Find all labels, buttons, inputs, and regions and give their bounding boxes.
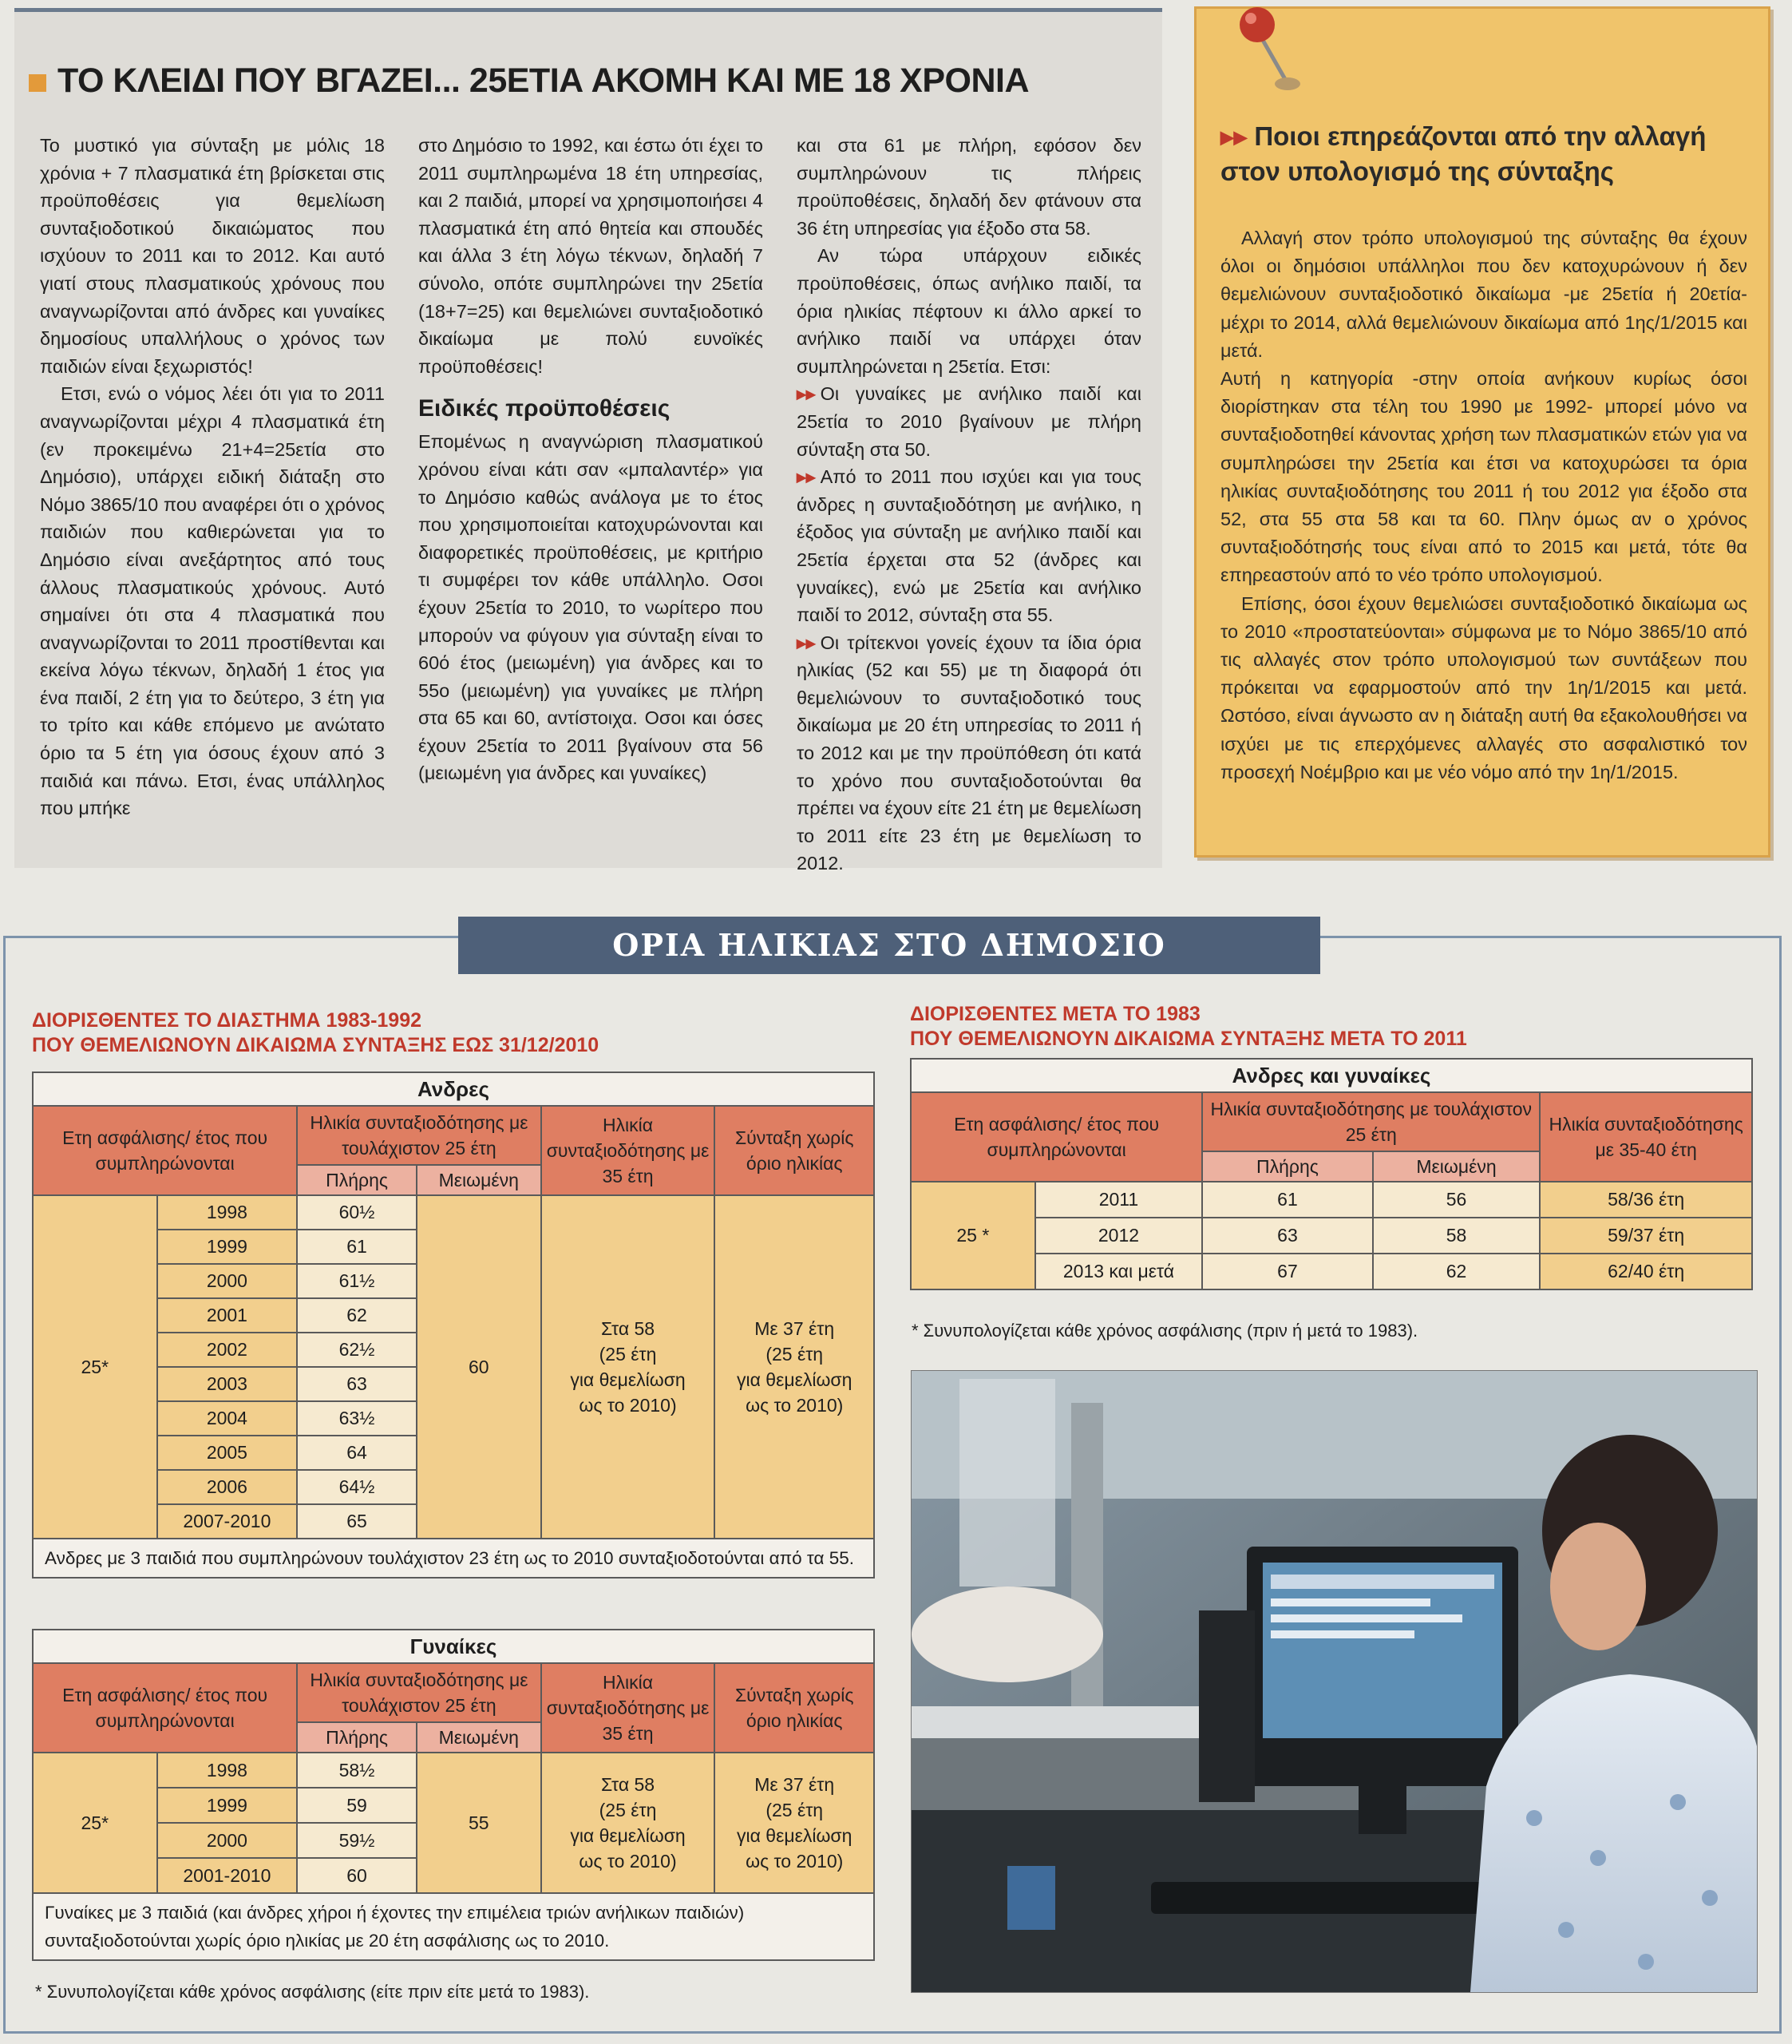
header-age25: Ηλικία συνταξιοδότησης με τουλάχιστον 25 έτη	[297, 1663, 540, 1722]
noage-cell	[714, 1753, 874, 1893]
paragraph: Το μυστικό για σύνταξη με μόλις 18 χρόνια + 7 πλασματικά έτη βρίσκεται στις προϋποθέσεις για θεμελίωση συνταξιοδοτικού δικαιώματος που ισχύουν το 2011 και το 2012. Και αυτό γιατί στους πλασματικούς χρόνους που αναγνωρίζονται από άνδρες και γυναίκες δημοσίους υπαλλήλους ο χρόνος των παιδιών είναι ξεχωριστός!	[40, 135, 385, 377]
cell-line: (25 έτη	[599, 1800, 657, 1820]
paragraph: Αλλαγή στον τρόπο υπολογισμού της σύνταξης θα έχουν όλοι οι δημόσιοι υπάλληλοι που δεν κατοχυρώνουν ή δεν θεμελιώνουν συνταξιοδοτικό δικαίωμα -με 25ετία ή 20ετία- μέχρι το 2014, αλλά θεμελιώνουν δικαίωμα από 1ης/1/2015 και μετά.	[1220, 228, 1747, 361]
sidebar-body	[1220, 224, 1747, 786]
cell-line: (25 έτη	[599, 1344, 657, 1365]
section-banner: ΟΡΙΑ ΗΛΙΚΙΑΣ ΣΤΟ ΔΗΜΟΣΙΟ	[458, 917, 1320, 974]
year-cell: 1999	[157, 1788, 298, 1823]
header-full: Πλήρης	[297, 1165, 417, 1195]
header-years: Ετη ασφάλισης/ έτος που συμπληρώνονται	[33, 1663, 297, 1753]
cell-line: Με 37 έτη	[754, 1774, 835, 1795]
reduced-age-cell: 62	[1373, 1254, 1541, 1289]
right-section-title	[910, 1002, 1467, 1052]
article-column-2	[418, 132, 763, 787]
cell-line: ως το 2010)	[579, 1395, 677, 1416]
year-cell: 2012	[1035, 1218, 1203, 1254]
title-line: ΠΟΥ ΘΕΜΕΛΙΩΝΟΥΝ ΔΙΚΑΙΩΜΑ ΣΥΝΤΑΞΗΣ ΜΕΤΑ ΤΟ 2011	[910, 1028, 1467, 1050]
cell-line: Στα 58	[600, 1318, 655, 1339]
header-age35: Ηλικία συνταξιοδότησης με 35 έτη	[541, 1106, 715, 1195]
bullet-text: Οι γυναίκες με ανήλικο παιδί και 25ετία το 2010 βγαίνουν με πλήρη σύνταξη στα 50.	[797, 383, 1141, 460]
main-article	[14, 8, 1162, 874]
cell-line: για θεμελίωση	[737, 1369, 852, 1390]
sidebar-box	[1194, 6, 1770, 858]
header-full: Πλήρης	[297, 1722, 417, 1753]
cell-line: Με 37 έτη	[754, 1318, 835, 1339]
year-cell: 2002	[157, 1333, 298, 1367]
bullet-text: Οι τρίτεκνοι γονείς έχουν τα ίδια όρια ηλικίας (52 και 55) με τη διαφορά ότι θεμελιώνουν το συνταξιοδοτικό τους δικαίωμα με 20 έτη υπηρεσίας το 2011 ή το 2012 και με την προϋπόθεση ότι κατά το χρόνο που συνταξιοδοτούνται θα πρέπει να έχουν είτε 21 έτη με θεμελίωση το 2011 είτε 23 έτη με θεμελίωση το 2012.	[797, 632, 1141, 874]
office-worker-photo	[911, 1370, 1758, 1993]
title-line: ΔΙΟΡΙΣΘΕΝΤΕΣ ΤΟ ΔΙΑΣΤΗΜΑ 1983-1992	[32, 1009, 422, 1032]
reduced-age-cell: 60	[417, 1195, 541, 1539]
age35-cell	[541, 1753, 715, 1893]
header-reduced: Μειωμένη	[417, 1722, 541, 1753]
article-column-3	[797, 132, 1141, 877]
table-caption: Ανδρες	[33, 1072, 874, 1106]
age3540-cell: 59/37 έτη	[1540, 1218, 1752, 1254]
header-age35: Ηλικία συνταξιοδότησης με 35 έτη	[541, 1663, 715, 1753]
year-cell: 2007-2010	[157, 1504, 298, 1539]
year-cell: 2000	[157, 1823, 298, 1858]
bullet-text: Από το 2011 που ισχύει και για τους άνδρες η συνταξιοδότηση με ανήλικο, η έξοδος για σύνταξη με ανήλικο παιδί και 25ετία έρχεται στα 52 (άνδρες και γυναίκες), ενώ με 25ετία και ανήλικο παιδί το 2012, σύνταξη στα 55.	[797, 466, 1141, 626]
years-label: 25*	[33, 1753, 157, 1893]
header-noage: Σύνταξη χωρίς όριο ηλικίας	[714, 1663, 874, 1753]
header-years: Ετη ασφάλισης/ έτος που συμπληρώνονται	[33, 1106, 297, 1195]
article-headline	[29, 61, 1162, 101]
year-cell: 2013 και μετά	[1035, 1254, 1203, 1289]
bullet-item	[797, 380, 1141, 463]
full-age-cell: 67	[1202, 1254, 1372, 1289]
full-age-cell: 61	[297, 1230, 417, 1264]
header-full: Πλήρης	[1202, 1151, 1372, 1182]
header-reduced: Μειωμένη	[1373, 1151, 1541, 1182]
age3540-cell: 58/36 έτη	[1540, 1182, 1752, 1218]
bullet-item	[797, 463, 1141, 629]
header-age25: Ηλικία συνταξιοδότησης με τουλάχιστον 25 έτη	[1202, 1092, 1540, 1151]
full-age-cell: 61	[1202, 1182, 1372, 1218]
subheading: Ειδικές προϋποθέσεις	[418, 395, 671, 422]
sidebar-title	[1220, 119, 1747, 189]
title-line: ΠΟΥ ΘΕΜΕΛΙΩΝΟΥΝ ΔΙΚΑΙΩΜΑ ΣΥΝΤΑΞΗΣ ΕΩΣ 31/12/2010	[32, 1034, 599, 1056]
double-arrow-icon: ▸▸	[797, 466, 816, 488]
sidebar-title-text: Ποιοι επηρεάζονται από την αλλαγή στον υπολογισμό της σύνταξης	[1220, 121, 1707, 186]
reduced-age-cell: 58	[1373, 1218, 1541, 1254]
left-footnote: * Συνυπολογίζεται κάθε χρόνος ασφάλισης (είτε πριν είτε μετά το 1983).	[35, 1982, 590, 2002]
table-caption: Ανδρες και γυναίκες	[911, 1059, 1752, 1092]
square-bullet-icon	[29, 74, 46, 92]
article-column-1	[40, 132, 385, 822]
cell-line: για θεμελίωση	[737, 1825, 852, 1846]
full-age-cell: 65	[297, 1504, 417, 1539]
men-table	[32, 1072, 875, 1579]
paragraph: Επομένως η αναγνώριση πλασματικού χρόνου είναι κάτι σαν «μπαλαντέρ» για το Δημόσιο καθώς ανάλογα με το έτος που χρησιμοποιείται κατοχυρώνονται και διαφορετικές προϋποθέσεις, με κριτήριο τι συμφέρει τον κάθε υπάλληλο. Οσοι έχουν 25ετία το 2010, το νωρίτερο που μπορούν να φύγουν για σύνταξη είναι το 60ό έτος (μειωμένη) για άνδρες και το 55ο (μειωμένη) για γυναίκες με πλήρη στα 65 και 60, αντίστοιχα. Οσοι και όσες έχουν 25ετία το 2011 βγαίνουν στα 56 (μειωμένη για άνδρες και γυναίκες)	[418, 431, 763, 784]
year-cell: 2000	[157, 1264, 298, 1298]
cell-line: ως το 2010)	[579, 1851, 677, 1872]
year-cell: 2001	[157, 1298, 298, 1333]
cell-line: (25 έτη	[765, 1800, 824, 1820]
title-line: ΔΙΟΡΙΣΘΕΝΤΕΣ ΜΕΤΑ ΤΟ 1983	[910, 1003, 1201, 1025]
full-age-cell: 62	[297, 1298, 417, 1333]
year-cell: 1999	[157, 1230, 298, 1264]
header-years: Ετη ασφάλισης/ έτος που συμπληρώνονται	[911, 1092, 1202, 1182]
women-table	[32, 1629, 875, 1961]
full-age-cell: 64½	[297, 1470, 417, 1504]
cell-line: Στα 58	[600, 1774, 655, 1795]
header-age25: Ηλικία συνταξιοδότησης με τουλάχιστον 25 έτη	[297, 1106, 540, 1165]
header-age3540: Ηλικία συνταξιοδότησης με 35-40 έτη	[1540, 1092, 1752, 1182]
full-age-cell: 62½	[297, 1333, 417, 1367]
double-arrow-icon: ▸▸	[797, 632, 816, 653]
left-section-title	[32, 1008, 599, 1058]
years-label: 25 *	[911, 1182, 1035, 1289]
table-caption: Γυναίκες	[33, 1630, 874, 1663]
right-footnote: * Συνυπολογίζεται κάθε χρόνος ασφάλισης (πριν ή μετά το 1983).	[912, 1321, 1418, 1341]
year-cell: 2006	[157, 1470, 298, 1504]
year-cell: 1998	[157, 1753, 298, 1788]
full-age-cell: 60½	[297, 1195, 417, 1230]
cell-line: ως το 2010)	[746, 1395, 844, 1416]
paragraph: στο Δημόσιο το 1992, και έστω ότι έχει το 2011 συμπληρωμένα 18 έτη υπηρεσίας, και 2 παιδιά, μπορεί να χρησιμοποιήσει 4 πλασματικά έτη από θητεία και σπουδές και άλλα 3 έτη λόγω τέκνων, δηλαδή 7 σύνολο, οπότε συμπληρώνει την 25ετία (18+7=25) και θεμελιώνει συνταξιοδοτικό δικαίωμα με πολύ ευνοϊκές προϋποθέσεις!	[418, 135, 763, 377]
double-arrow-icon: ▸▸	[1220, 121, 1255, 151]
year-cell: 1998	[157, 1195, 298, 1230]
full-age-cell: 63½	[297, 1401, 417, 1436]
paragraph: Επίσης, όσοι έχουν θεμελιώσει συνταξιοδοτικό δικαίωμα ως το 2010 «προστατεύονται» σύμφωνα με το Νόμο 3865/10 από τις αλλαγές στον τρόπο υπολογισμού των συντάξεων που πρόκειται να εφαρμοστούν από την 1η/1/2015 και μετά. Ωστόσο, είναι άγνωστο αν η διάταξη αυτή θα εξακολουθήσει να ισχύει με τις επερχόμενες αλλαγές στο ασφαλιστικό τον προσεχή Νοέμβριο και με νέο νόμο από την 1η/1/2015.	[1220, 592, 1747, 782]
age3540-cell: 62/40 έτη	[1540, 1254, 1752, 1289]
year-cell: 2003	[157, 1367, 298, 1401]
years-label: 25*	[33, 1195, 157, 1539]
reduced-age-cell: 55	[417, 1753, 541, 1893]
cell-line: ως το 2010)	[746, 1851, 844, 1872]
year-cell: 2001-2010	[157, 1858, 298, 1893]
full-age-cell: 59	[297, 1788, 417, 1823]
full-age-cell: 64	[297, 1436, 417, 1470]
paragraph: και στα 61 με πλήρη, εφόσον δεν συμπληρώνουν τις πλήρεις προϋποθέσεις, δηλαδή δεν φτάνουν στα 36 έτη υπηρεσίας για έξοδο στα 58.	[797, 135, 1141, 239]
pushpin-icon	[1228, 4, 1316, 100]
double-arrow-icon: ▸▸	[797, 383, 816, 405]
full-age-cell: 59½	[297, 1823, 417, 1858]
year-cell: 2005	[157, 1436, 298, 1470]
full-age-cell: 63	[297, 1367, 417, 1401]
header-noage: Σύνταξη χωρίς όριο ηλικίας	[714, 1106, 874, 1195]
reduced-age-cell: 56	[1373, 1182, 1541, 1218]
bullet-item	[797, 629, 1141, 877]
men-women-table	[910, 1058, 1753, 1290]
cell-line: για θεμελίωση	[570, 1825, 686, 1846]
paragraph: Αν τώρα υπάρχουν ειδικές προϋποθέσεις, όπως ανήλικο παιδί, τα όρια ηλικίας πέφτουν κι άλλο αρκεί το ανήλικο παιδί να υπάρχει όταν συμπληρώνεται η 25ετία. Ετσι:	[797, 245, 1141, 377]
paragraph: Αυτή η κατηγορία -στην οποία ανήκουν κυρίως όσοι διορίστηκαν στα τέλη του 1990 με 1992- μπορεί μόνο να συνταξιοδοτηθεί κάνοντας χρήση των πλασματικών ετών για να συμπληρώσει την 25ετία και έτσι να κατοχυρώσει τα όρια ηλικίας συνταξιοδότησης του 2011 ή του 2012 για έξοδο στα 52, στα 55 στα 58 και τα 60. Πλην όμως αν ο χρόνος συνταξιοδότησής τους είναι από το 2015 και μετά, τότε θα επηρεαστούν από το νέο τρόπο υπολογισμού.	[1220, 368, 1747, 586]
paragraph: Ετσι, ενώ ο νόμος λέει ότι για το 2011 αναγνωρίζονται μέχρι 4 πλασματικά έτη (εν προκειμένω 21+4=25ετία στο Δημόσιο), υπάρχει ειδική διάταξη στο Νόμο 3865/10 που αναφέρει ότι ο χρόνος παιδιών που καθιερώνεται για το Δημόσιο είναι ανεξάρτητος από τους άλλους πλασματικούς χρόνους. Αυτό σημαίνει ότι στα 4 πλασματικά που αναγνωρίζονται το 2011 προστίθενται και εκείνα λόγω τέκνων, δηλαδή 1 έτος για ένα παιδί, 2 έτη για το δεύτερο, 3 έτη για το τρίτο και κάθε επόμενο με ανώτατο όριο τα 5 έτη για όσους έχουν από 3 παιδιά και πάνω. Ετσι, ένας υπάλληλος που μπήκε	[40, 383, 385, 819]
year-cell: 2004	[157, 1401, 298, 1436]
full-age-cell: 58½	[297, 1753, 417, 1788]
year-cell: 2011	[1035, 1182, 1203, 1218]
full-age-cell: 63	[1202, 1218, 1372, 1254]
full-age-cell: 60	[297, 1858, 417, 1893]
headline-text: ΤΟ ΚΛΕΙΔΙ ΠΟΥ ΒΓΑΖΕΙ... 25ΕΤΙΑ ΑΚΟΜΗ ΚΑΙ ΜΕ 18 ΧΡΟΝΙΑ	[57, 61, 1030, 100]
cell-line: για θεμελίωση	[570, 1369, 686, 1390]
age35-cell	[541, 1195, 715, 1539]
full-age-cell: 61½	[297, 1264, 417, 1298]
table-note: Ανδρες με 3 παιδιά που συμπληρώνουν τουλάχιστον 23 έτη ως το 2010 συνταξιοδοτούνται από τα 55.	[33, 1539, 874, 1578]
noage-cell	[714, 1195, 874, 1539]
table-note: Γυναίκες με 3 παιδιά (και άνδρες χήροι ή έχοντες την επιμέλεια τριών ανήλικων παιδιών) συνταξιοδοτούνται χωρίς όριο ηλικίας με 20 έτη ασφάλισης ως το 2010.	[33, 1893, 874, 1960]
cell-line: (25 έτη	[765, 1344, 824, 1365]
header-reduced: Μειωμένη	[417, 1165, 541, 1195]
